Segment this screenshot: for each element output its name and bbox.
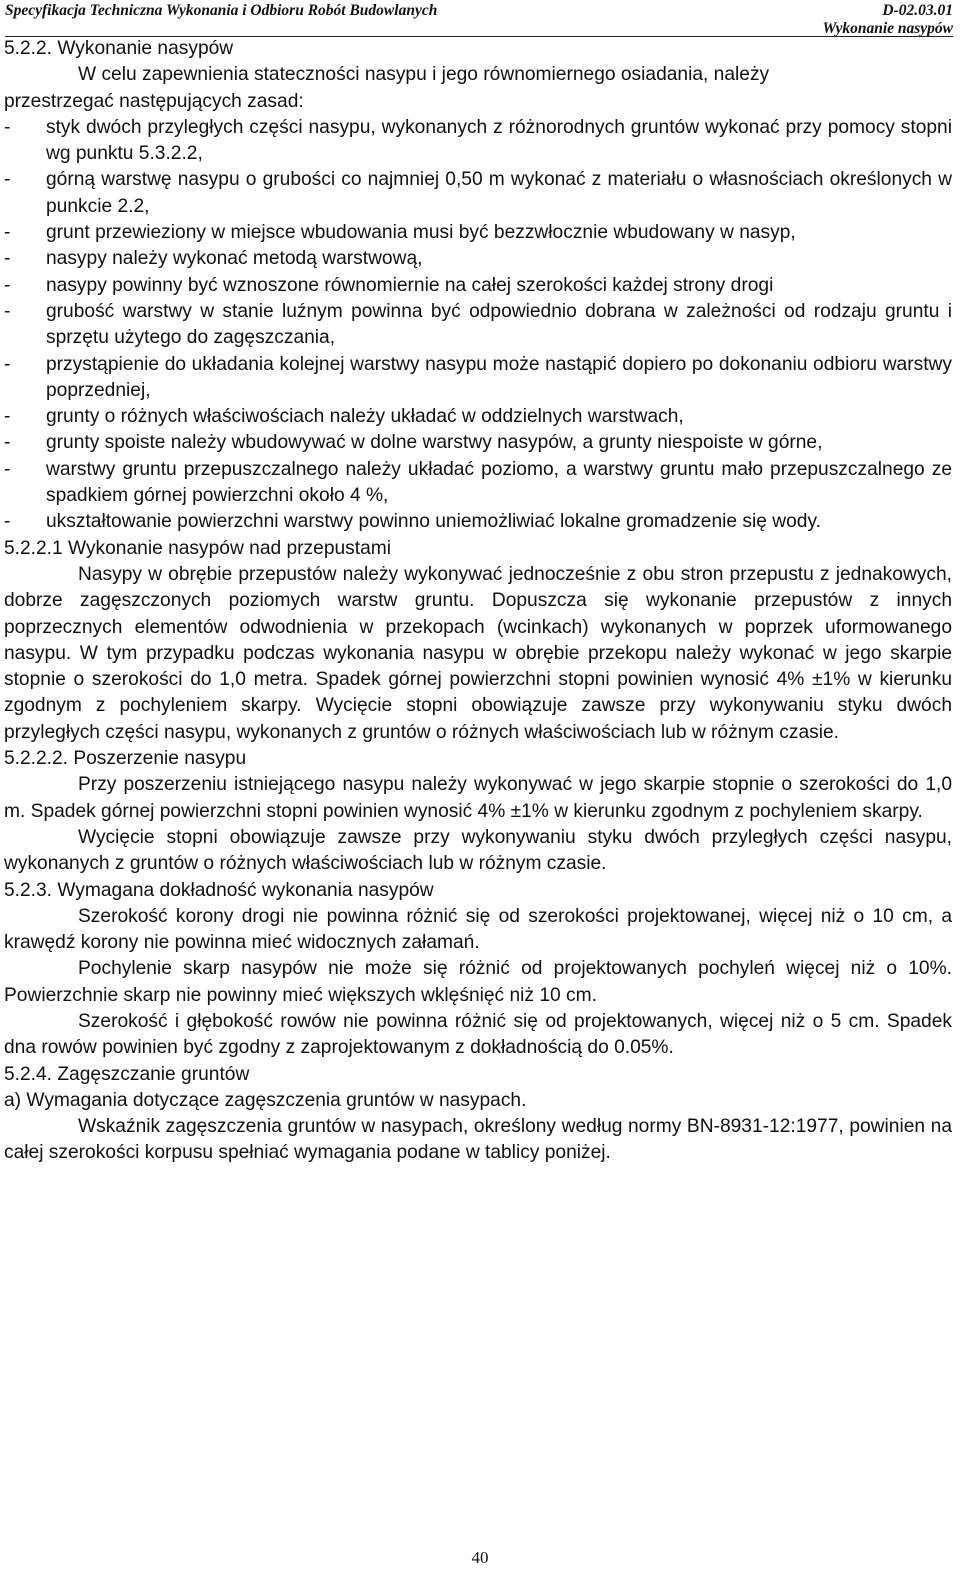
- list-item: - grunty spoiste należy wbudowywać w dolne warstwy nasypów, a grunty niespoiste w górne,: [4, 432, 823, 454]
- section-heading-5-2-2: 5.2.2. Wykonanie nasypów: [4, 38, 234, 59]
- paragraph-slope: Pochylenie skarp nasypów nie może się różnić od projektowanych pochyleń więcej niż o 10%. Powierzchnie skarp nie powinny mieć większych wklęśnięć niż 10 cm.: [4, 958, 952, 1006]
- section-heading-5-2-4: 5.2.4. Zagęszczanie gruntów: [4, 1063, 250, 1085]
- section-heading-5-2-3: 5.2.3. Wymagana dokładność wykonania nasypów: [4, 879, 434, 901]
- list-item: - nasypy powinny być wznoszone równomiernie na całej szerokości każdej strony drogi: [4, 274, 774, 296]
- rules-list: [4, 115, 952, 536]
- list-item: - nasypy należy wykonać metodą warstwową,: [4, 248, 423, 270]
- paragraph-widening-1: Przy poszerzeniu istniejącego nasypu należy wykonywać w jego skarpie stopnie o szerokości do 1,0 m. Spadek górnej powierzchni stopni powinien wynosić 4% ±1% w kierunku zgodnym z pochyleniem skarpy.: [4, 774, 952, 822]
- list-item: - styk dwóch przyległych części nasypu, wykonanych z różnorodnych gruntów wykonać przy pomocy stopni wg punktu 5.3.2.2,: [4, 116, 952, 165]
- paragraph-crown-width: Szerokość korony drogi nie powinna różnić się od szerokości projektowanej, więcej niż o 10 cm, a krawędź korony nie powinna mieć widocznych załamań.: [4, 905, 952, 954]
- intro-line-1: W celu zapewnienia stateczności nasypu i jego równomiernego osiadania, należy: [78, 64, 770, 86]
- list-item: - grubość warstwy w stanie luźnym powinna być odpowiednio dobrana w zależności od rodzaju gruntu i sprzętu użytego do zagęszczania,: [4, 300, 952, 349]
- header-document-title: Specyfikacja Techniczna Wykonania i Odbioru Robót Budowlanych: [5, 2, 438, 19]
- list-item: - górną warstwę nasypu o grubości co najmniej 0,50 m wykonać z materiału o własnościach określonych w punkcie 2.2,: [4, 169, 952, 217]
- paragraph-culverts: Nasypy w obrębie przepustów należy wykonywać jednocześnie z obu stron przepustu z jednakowych, dobrze zagęszczonych poziomych warstw gruntu. Dopuszcza się wykonanie przepustów z innych poprzecznych elementów odwodnienia w przekopach (wcinkach) wykonanych w poprzek uformowanego nasypu. W tym przypadku podczas wykonania nasypu w obrębie przekopu należy wykonać w jego skarpie stopnie o szerokości do 1,0 metra. Spadek górnej powierzchni stopni powinien wynosić 4% ±1% w kierunku zgodnym z pochyleniem skarpy. Wycięcie stopni obowiązuje zawsze przy wykonywaniu styku dwóch przyległych części nasypu, wykonanych z gruntów o różnych właściwościach lub w różnym czasie.: [4, 563, 952, 743]
- section-heading-5-2-2-1: 5.2.2.1 Wykonanie nasypów nad przepustami: [4, 537, 392, 559]
- list-item: - grunty o różnych właściwościach należy układać w oddzielnych warstwach,: [4, 406, 684, 428]
- list-item: - ukształtowanie powierzchni warstwy powinno uniemożliwiać lokalne gromadzenie się wody.: [4, 511, 821, 533]
- list-item: - przystąpienie do układania kolejnej warstwy nasypu może nastąpić dopiero po dokonaniu odbioru warstwy poprzedniej,: [4, 353, 952, 401]
- header-spec-code: D-02.03.01: [882, 2, 953, 19]
- paragraph-widening-2: Wycięcie stopni obowiązuje zawsze przy wykonywaniu styku dwóch przyległych części nasypu, wykonanych z gruntów o różnych właściwościach lub w różnym czasie.: [4, 826, 952, 875]
- paragraph-compaction-index: Wskaźnik zagęszczenia gruntów w nasypach, określony według normy BN-8931-12:1977, powinien na całej szerokości korpusu spełniać wymagania podane w tablicy poniżej.: [4, 1116, 952, 1164]
- intro-line-2: przestrzegać następujących zasad:: [4, 90, 304, 112]
- item-a: a) Wymagania dotyczące zagęszczenia gruntów w nasypach.: [4, 1089, 527, 1111]
- list-item: - grunt przewieziony w miejsce wbudowania musi być bezzwłocznie wbudowany w nasyp,: [4, 222, 796, 244]
- page-header: [5, 0, 953, 36]
- header-spec-subject: Wykonanie nasypów: [822, 20, 953, 37]
- section-heading-5-2-2-2: 5.2.2.2. Poszerzenie nasypu: [4, 748, 247, 770]
- document-body: [4, 36, 952, 1167]
- page-number: 40: [471, 1548, 489, 1567]
- list-item: - warstwy gruntu przepuszczalnego należy układać poziomo, a warstwy gruntu mało przepuszczalnego ze spadkiem górnej powierzchni około 4 %,: [4, 458, 952, 507]
- paragraph-ditches: Szerokość i głębokość rowów nie powinna różnić się od projektowanych, więcej niż o 5 cm. Spadek dna rowów powinien być zgodny z zaprojektowanym z dokładnością do 0.05%.: [4, 1010, 952, 1059]
